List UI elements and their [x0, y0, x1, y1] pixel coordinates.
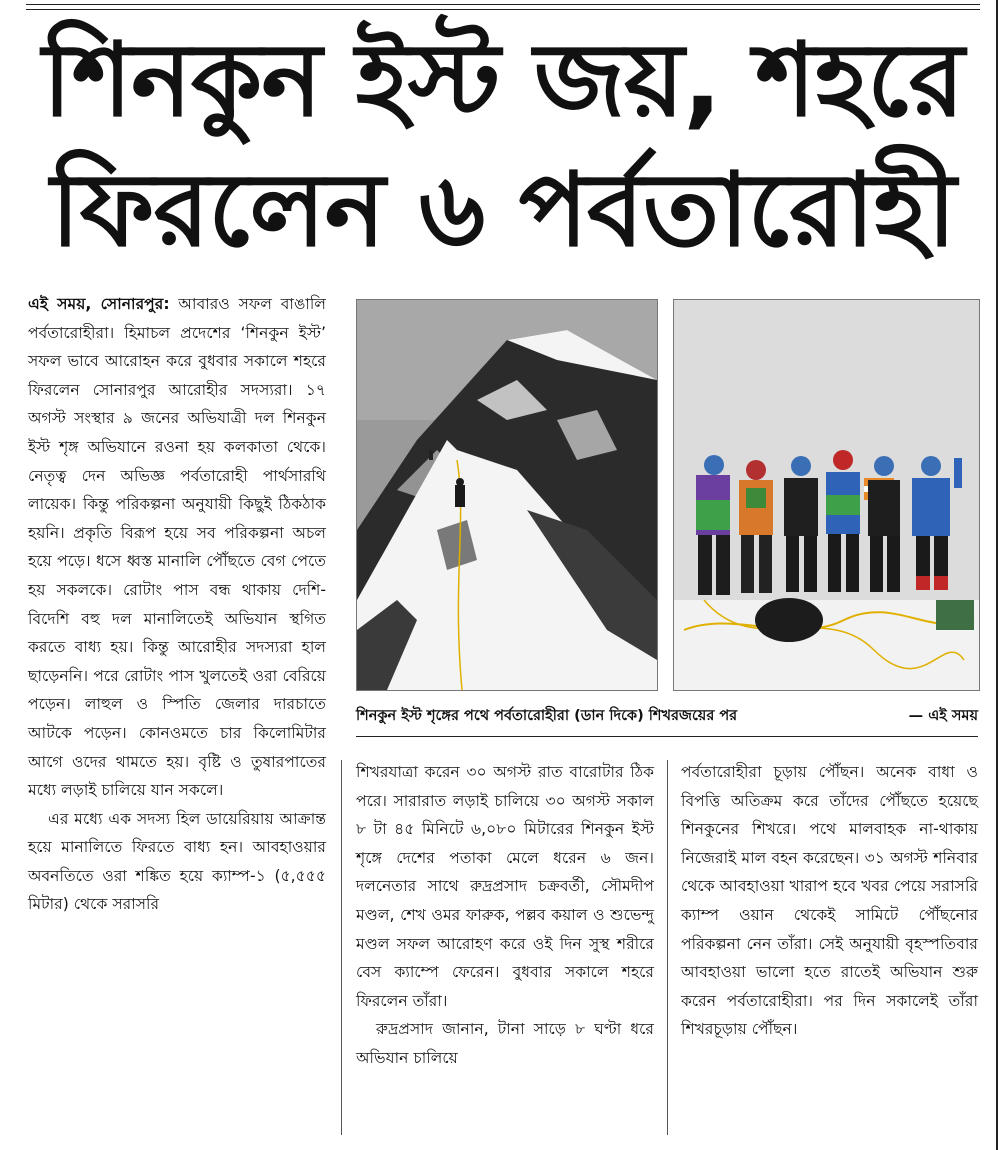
article-paragraph: শিখরযাত্রা করেন ৩০ অগস্ট রাত বারোটার ঠিক পরে। সারারাত লড়াই চালিয়ে ৩০ অগস্ট সকাল ৮ টা ৪৫ মিনিটে ৬,০৮০ মিটারের শিনকুন ইস্ট শৃঙ্গে দেশের পতাকা মেলে ধরেন ৬ জন। দলনেতার সাথে রুদ্রপ্রসাদ চক্রবর্তী, সৌমদীপ মণ্ডল, শেখ ওমর ফারুক, পল্লব কয়াল ও শুভেন্দু মণ্ডল সফল আরোহণ করে ওই দিন সুস্থ শরীরে বেস ক্যাম্পে ফেরেন। বুধবার সকালে শহরে ফিরলেন তাঁরা।	[356, 763, 654, 1010]
caption-rule	[356, 736, 978, 737]
mountain-ridge-image	[357, 300, 657, 690]
article-paragraph: পর্বতারোহীরা চূড়ায় পৌঁছন। অনেক বাধা ও বিপত্তি অতিক্রম করে তাঁদের পৌঁছতে হয়েছে শিনকুনের শিখরে। পথে মালবাহক না-থাকায় নিজেরাই মাল বহন করেছেন। ৩১ অগস্ট শনিবার থেকে আবহাওয়া খারাপ হবে খবর পেয়ে সরাসরি ক্যাম্প ওয়ান থেকেই সামিটে পৌঁছনোর পরিকল্পনা নেন তাঁরা। সেই অনুযায়ী বৃহস্পতিবার আবহাওয়া ভালো হতে রাতেই অভিযান শুরু করেন পর্বতারোহীরা। পর দিন সকালেই তাঁরা শিখরচূড়ায় পৌঁছন।	[681, 763, 978, 1039]
article-paragraph: রুদ্রপ্রসাদ জানান, টানা সাড়ে ৮ ঘণ্টা ধরে অভিযান চালিয়ে	[356, 1020, 654, 1067]
photo-credit: — এই সময়	[908, 708, 978, 724]
article-column-2	[356, 758, 654, 1073]
column-divider	[667, 760, 668, 1135]
page-edge	[996, 0, 998, 1150]
article-column-1	[28, 290, 326, 919]
top-rule-inner	[26, 9, 980, 10]
top-rule	[26, 4, 980, 5]
dateline: এই সময়, সোনারপুর:	[28, 295, 170, 313]
summit-team-image	[674, 300, 979, 690]
article-text: আবারও সফল বাঙালি পর্বতারোহীরা। হিমাচল প্রদেশের ‘শিনকুন ইস্ট’ সফল ভাবে আরোহন করে বুধবার সকালে শহরে ফিরলেন সোনারপুর আরোহীর সদস্যরা। ১৭ অগস্ট সংস্থার ৯ জনের অভিযাত্রী দল শিনকুন ইস্ট শৃঙ্গ অভিযানে রওনা হয় কলকাতা থেকে। নেতৃত্ব দেন অভিজ্ঞ পর্বতারোহী পার্থসারথি লায়েক। কিন্তু পরিকল্পনা অনুযায়ী কিছুই ঠিকঠাক হয়নি। প্রকৃতি বিরূপ হয়ে সব পরিকল্পনা অচল হয়ে পড়ে। ধসে ধ্বস্ত মানালি পৌঁছতে বেগ পেতে হয় সকলকে। রোটাং পাস বন্ধ থাকায় দেশি-বিদেশি বহু দল মানালিতেই অভিযান স্থগিত করতে বাধ্য হয়। কিন্তু আরোহীর সদস্যরা হাল ছাড়েননি। পরে রোটাং পাস খুলতেই ওরা বেরিয়ে পড়েন। লাহুল ও স্পিতি জেলার দারচাতে আটকে পড়েন। কোনওমতে চার কিলোমিটার আগে ওদের থামতে হয়। বৃষ্টি ও তুষারপাতের মধ্যে লড়াই চালিয়ে যান সকলে।	[28, 295, 326, 800]
photo-ridge-ascent	[356, 299, 658, 691]
article-paragraph	[28, 290, 326, 805]
article-column-3	[681, 758, 978, 1044]
headline-line-1: শিনকুন ইস্ট জয়, শহরে	[42, 21, 964, 140]
caption-text: শিনকুন ইস্ট শৃঙ্গের পথে পর্বতারোহীরা (ডান দিকে) শিখরজয়ের পর	[356, 708, 738, 724]
article-paragraph: এর মধ্যে এক সদস্য হিল ডায়েরিয়ায় আক্রান্ত হয়ে মানালিতে ফিরতে বাধ্য হন। আবহাওয়ার অবনতিতে ওরা শঙ্কিত হয়ে ক্যাম্প-১ (৫,৫৫৫ মিটার) থেকে সরাসরি	[28, 809, 326, 914]
photo-caption	[356, 698, 978, 734]
column-divider	[341, 760, 342, 1135]
headline-line-2: ফিরলেন ৬ পর্বতারোহী	[50, 151, 956, 270]
photo-summit-team	[673, 299, 980, 691]
